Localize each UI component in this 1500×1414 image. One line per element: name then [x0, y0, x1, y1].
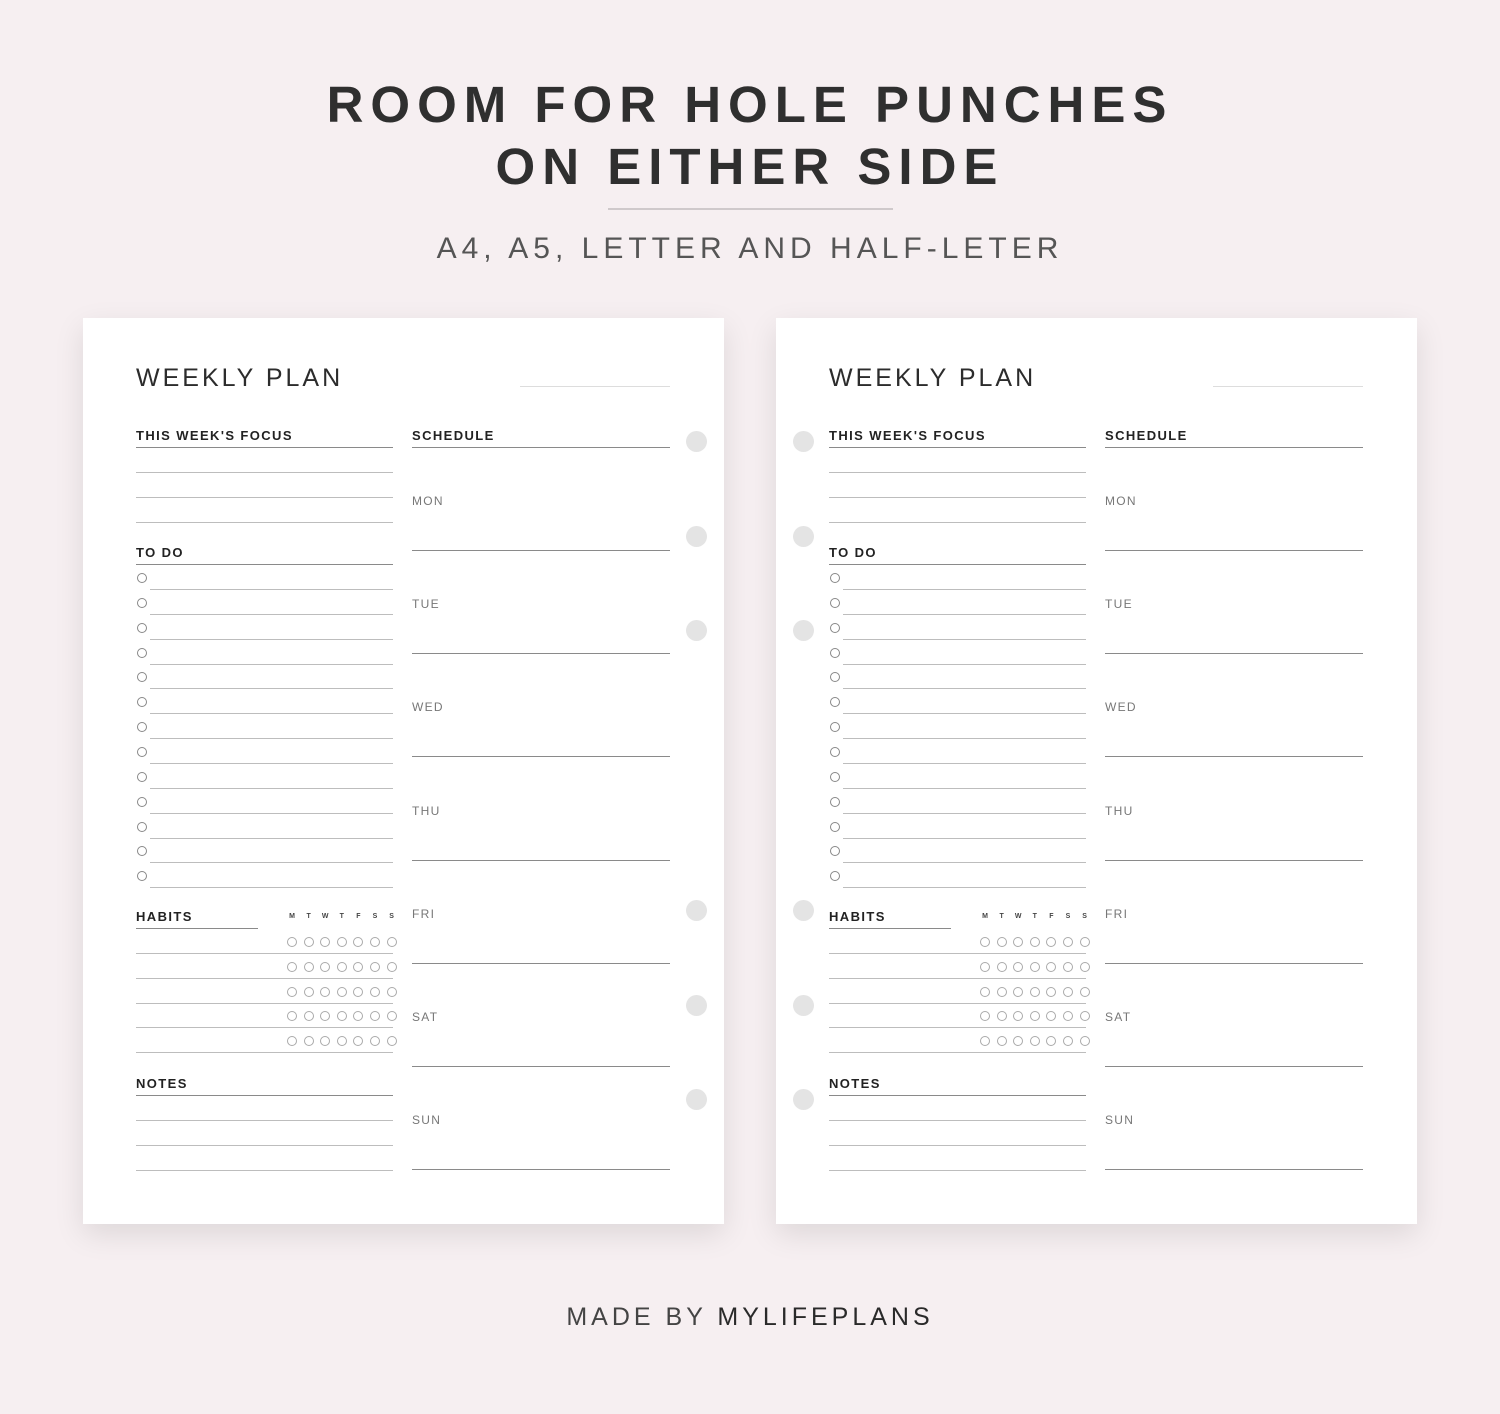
- punch-hole: [793, 526, 814, 547]
- todo-line[interactable]: [150, 688, 393, 689]
- punch-hole: [686, 431, 707, 452]
- day-line[interactable]: [412, 1066, 670, 1067]
- punch-hole: [686, 1089, 707, 1110]
- todo-checkbox[interactable]: [137, 747, 147, 757]
- habit-line[interactable]: [829, 978, 1086, 979]
- todo-line[interactable]: [150, 813, 393, 814]
- habit-circle[interactable]: [353, 987, 363, 997]
- day-line[interactable]: [1105, 550, 1363, 551]
- habit-circle[interactable]: [370, 987, 380, 997]
- habit-circle[interactable]: [1063, 1011, 1073, 1021]
- habit-day-header: M: [289, 913, 295, 920]
- todo-label: TO DO: [136, 545, 184, 560]
- habit-day-header: T: [339, 913, 344, 920]
- todo-checkbox[interactable]: [830, 871, 840, 881]
- habit-circle[interactable]: [1080, 987, 1090, 997]
- habit-circle[interactable]: [304, 1036, 314, 1046]
- day-line[interactable]: [1105, 756, 1363, 757]
- focus-line[interactable]: [829, 497, 1086, 498]
- habit-circle[interactable]: [1063, 1036, 1073, 1046]
- habit-circle[interactable]: [1080, 1011, 1090, 1021]
- todo-checkbox[interactable]: [830, 822, 840, 832]
- habits-underline[interactable]: [136, 928, 258, 929]
- habit-circle[interactable]: [287, 1036, 297, 1046]
- habit-circle[interactable]: [1063, 962, 1073, 972]
- todo-line[interactable]: [843, 639, 1086, 640]
- page-title: WEEKLY PLAN: [136, 364, 344, 392]
- habit-day-header: F: [356, 913, 361, 920]
- habit-circle[interactable]: [1013, 1036, 1023, 1046]
- habit-circle[interactable]: [337, 1011, 347, 1021]
- day-label-thu: THU: [1105, 803, 1134, 818]
- planner-page-right: [776, 318, 1417, 1224]
- habit-circle[interactable]: [337, 987, 347, 997]
- todo-checkbox[interactable]: [137, 797, 147, 807]
- habit-circle[interactable]: [370, 1036, 380, 1046]
- punch-hole: [793, 900, 814, 921]
- punch-hole: [793, 1089, 814, 1110]
- punch-hole: [686, 526, 707, 547]
- day-line[interactable]: [412, 550, 670, 551]
- habit-circle[interactable]: [1013, 937, 1023, 947]
- habit-circle[interactable]: [1080, 937, 1090, 947]
- habit-circle[interactable]: [980, 962, 990, 972]
- habit-circle[interactable]: [980, 1011, 990, 1021]
- focus-label: THIS WEEK'S FOCUS: [136, 428, 293, 443]
- habit-circle[interactable]: [320, 987, 330, 997]
- todo-checkbox[interactable]: [137, 772, 147, 782]
- habit-circle[interactable]: [287, 962, 297, 972]
- day-line[interactable]: [412, 756, 670, 757]
- habit-circle[interactable]: [980, 1036, 990, 1046]
- headline-line-2: ON EITHER SIDE: [495, 138, 1005, 195]
- habit-circle[interactable]: [304, 1011, 314, 1021]
- habit-circle[interactable]: [997, 987, 1007, 997]
- focus-line[interactable]: [829, 522, 1086, 523]
- habit-circle[interactable]: [997, 937, 1007, 947]
- day-label-tue: TUE: [1105, 597, 1133, 612]
- todo-checkbox[interactable]: [137, 822, 147, 832]
- day-label-sun: SUN: [412, 1113, 442, 1128]
- notes-line[interactable]: [136, 1170, 393, 1171]
- habit-circle[interactable]: [320, 1011, 330, 1021]
- todo-line[interactable]: [843, 614, 1086, 615]
- habit-circle[interactable]: [304, 937, 314, 947]
- habit-circle[interactable]: [353, 1011, 363, 1021]
- notes-line[interactable]: [136, 1145, 393, 1146]
- focus-underline[interactable]: [829, 447, 1086, 448]
- divider: [608, 208, 893, 210]
- todo-line[interactable]: [843, 664, 1086, 665]
- habit-circle[interactable]: [370, 1011, 380, 1021]
- habit-circle[interactable]: [1080, 962, 1090, 972]
- habit-day-header: T: [306, 913, 311, 920]
- notes-line[interactable]: [829, 1145, 1086, 1146]
- subtitle: A4, A5, LETTER AND HALF-LETER: [436, 232, 1064, 265]
- notes-line[interactable]: [829, 1120, 1086, 1121]
- habit-day-header: S: [1065, 913, 1071, 920]
- todo-line[interactable]: [150, 664, 393, 665]
- todo-line[interactable]: [843, 763, 1086, 764]
- todo-checkbox[interactable]: [137, 573, 147, 583]
- habit-circle[interactable]: [1013, 987, 1023, 997]
- todo-checkbox[interactable]: [830, 697, 840, 707]
- notes-line[interactable]: [829, 1170, 1086, 1171]
- todo-checkbox[interactable]: [137, 871, 147, 881]
- focus-underline[interactable]: [136, 447, 393, 448]
- habit-circle[interactable]: [337, 937, 347, 947]
- day-label-fri: FRI: [412, 906, 436, 921]
- day-line[interactable]: [412, 963, 670, 964]
- notes-underline[interactable]: [136, 1095, 393, 1096]
- todo-line[interactable]: [150, 788, 393, 789]
- punch-hole: [686, 995, 707, 1016]
- habit-day-header: S: [389, 913, 394, 920]
- todo-checkbox[interactable]: [830, 797, 840, 807]
- habit-circle[interactable]: [287, 987, 297, 997]
- date-line[interactable]: [520, 386, 670, 387]
- todo-line[interactable]: [150, 713, 393, 714]
- todo-line[interactable]: [843, 688, 1086, 689]
- habit-day-header: S: [372, 913, 378, 920]
- habit-circle[interactable]: [1063, 937, 1073, 947]
- todo-line[interactable]: [843, 713, 1086, 714]
- habit-circle[interactable]: [353, 962, 363, 972]
- habit-circle[interactable]: [337, 962, 347, 972]
- todo-checkbox[interactable]: [137, 672, 147, 682]
- habit-line[interactable]: [136, 1052, 393, 1053]
- focus-label: THIS WEEK'S FOCUS: [829, 428, 986, 443]
- planner-page-left: [83, 318, 724, 1224]
- day-line[interactable]: [1105, 1169, 1363, 1170]
- todo-checkbox[interactable]: [137, 648, 147, 658]
- day-label-wed: WED: [412, 700, 444, 715]
- todo-line[interactable]: [150, 887, 393, 888]
- habit-circle[interactable]: [1013, 962, 1023, 972]
- notes-line[interactable]: [136, 1120, 393, 1121]
- habit-line[interactable]: [829, 953, 1086, 954]
- notes-underline[interactable]: [829, 1095, 1086, 1096]
- habit-circle[interactable]: [1030, 962, 1040, 972]
- todo-line[interactable]: [843, 838, 1086, 839]
- todo-line[interactable]: [150, 738, 393, 739]
- todo-label: TO DO: [829, 545, 877, 560]
- day-label-sat: SAT: [412, 1010, 439, 1024]
- todo-checkbox[interactable]: [830, 846, 840, 856]
- habits-underline[interactable]: [829, 928, 951, 929]
- todo-line[interactable]: [150, 589, 393, 590]
- todo-underline[interactable]: [136, 564, 393, 565]
- todo-checkbox[interactable]: [830, 722, 840, 732]
- todo-checkbox[interactable]: [137, 697, 147, 707]
- day-line[interactable]: [412, 860, 670, 861]
- todo-line[interactable]: [843, 887, 1086, 888]
- focus-line[interactable]: [136, 472, 393, 473]
- day-line[interactable]: [1105, 963, 1363, 964]
- todo-line[interactable]: [150, 763, 393, 764]
- habit-circle[interactable]: [370, 937, 380, 947]
- habit-day-header: T: [999, 913, 1004, 920]
- habit-line[interactable]: [829, 1027, 1086, 1028]
- habit-circle[interactable]: [1030, 937, 1040, 947]
- footer-brand: MYLIFEPLANS: [717, 1303, 934, 1331]
- habit-day-header: F: [1049, 913, 1054, 920]
- habit-circle[interactable]: [980, 987, 990, 997]
- headline: [0, 74, 1500, 198]
- focus-line[interactable]: [829, 472, 1086, 473]
- habit-circle[interactable]: [353, 1036, 363, 1046]
- punch-hole: [686, 900, 707, 921]
- habit-circle[interactable]: [387, 962, 397, 972]
- day-label-sun: SUN: [1105, 1113, 1135, 1128]
- day-label-fri: FRI: [1105, 906, 1129, 921]
- todo-line[interactable]: [843, 862, 1086, 863]
- notes-label: NOTES: [136, 1076, 188, 1091]
- habit-circle[interactable]: [1063, 987, 1073, 997]
- habit-circle[interactable]: [1030, 987, 1040, 997]
- day-line[interactable]: [412, 653, 670, 654]
- day-label-wed: WED: [1105, 700, 1137, 715]
- day-line[interactable]: [1105, 860, 1363, 861]
- day-line[interactable]: [1105, 1066, 1363, 1067]
- habit-day-header: W: [321, 913, 329, 920]
- habit-circle[interactable]: [1013, 1011, 1023, 1021]
- punch-hole: [793, 431, 814, 452]
- habit-circle[interactable]: [387, 1036, 397, 1046]
- habit-day-header: W: [1014, 913, 1022, 920]
- habit-line[interactable]: [829, 1003, 1086, 1004]
- focus-line[interactable]: [136, 497, 393, 498]
- todo-checkbox[interactable]: [830, 648, 840, 658]
- todo-checkbox[interactable]: [830, 747, 840, 757]
- habit-day-header: T: [1032, 913, 1037, 920]
- day-label-sat: SAT: [1105, 1010, 1132, 1024]
- habit-circle[interactable]: [997, 1011, 1007, 1021]
- todo-checkbox[interactable]: [830, 772, 840, 782]
- habit-circle[interactable]: [1046, 987, 1056, 997]
- habit-line[interactable]: [136, 978, 393, 979]
- habit-circle[interactable]: [387, 987, 397, 997]
- habit-circle[interactable]: [1046, 962, 1056, 972]
- habit-circle[interactable]: [1080, 1036, 1090, 1046]
- habit-circle[interactable]: [370, 962, 380, 972]
- todo-line[interactable]: [150, 838, 393, 839]
- schedule-label: SCHEDULE: [1105, 428, 1188, 443]
- focus-line[interactable]: [136, 522, 393, 523]
- todo-checkbox[interactable]: [137, 846, 147, 856]
- todo-checkbox[interactable]: [830, 598, 840, 608]
- todo-line[interactable]: [843, 738, 1086, 739]
- habit-circle[interactable]: [337, 1036, 347, 1046]
- habits-label: HABITS: [136, 909, 193, 924]
- habit-line[interactable]: [829, 1052, 1086, 1053]
- habit-circle[interactable]: [304, 962, 314, 972]
- day-label-thu: THU: [412, 803, 441, 818]
- todo-checkbox[interactable]: [137, 722, 147, 732]
- habit-circle[interactable]: [304, 987, 314, 997]
- habit-circle[interactable]: [287, 937, 297, 947]
- habit-circle[interactable]: [387, 1011, 397, 1021]
- day-line[interactable]: [1105, 653, 1363, 654]
- footer: [0, 1303, 1500, 1332]
- schedule-underline[interactable]: [1105, 447, 1363, 448]
- day-label-tue: TUE: [412, 597, 440, 612]
- habit-circle[interactable]: [320, 1036, 330, 1046]
- habit-circle[interactable]: [320, 937, 330, 947]
- punch-hole: [793, 620, 814, 641]
- habit-day-header: M: [982, 913, 988, 920]
- todo-line[interactable]: [150, 614, 393, 615]
- todo-line[interactable]: [843, 788, 1086, 789]
- todo-line[interactable]: [843, 813, 1086, 814]
- habit-circle[interactable]: [387, 937, 397, 947]
- todo-line[interactable]: [150, 639, 393, 640]
- schedule-label: SCHEDULE: [412, 428, 495, 443]
- todo-checkbox[interactable]: [137, 598, 147, 608]
- habit-circle[interactable]: [1046, 937, 1056, 947]
- schedule-underline[interactable]: [412, 447, 670, 448]
- todo-line[interactable]: [150, 862, 393, 863]
- todo-checkbox[interactable]: [137, 623, 147, 633]
- habits-label: HABITS: [829, 909, 886, 924]
- habit-circle[interactable]: [320, 962, 330, 972]
- todo-checkbox[interactable]: [830, 672, 840, 682]
- punch-hole: [686, 620, 707, 641]
- day-label-mon: MON: [412, 494, 444, 508]
- habit-circle[interactable]: [1030, 1036, 1040, 1046]
- todo-underline[interactable]: [829, 564, 1086, 565]
- habit-line[interactable]: [136, 953, 393, 954]
- habit-line[interactable]: [136, 1027, 393, 1028]
- punch-hole: [793, 995, 814, 1016]
- habit-circle[interactable]: [997, 1036, 1007, 1046]
- footer-prefix: MADE BY: [566, 1303, 718, 1331]
- day-label-mon: MON: [1105, 494, 1137, 508]
- habit-circle[interactable]: [1030, 1011, 1040, 1021]
- habit-circle[interactable]: [287, 1011, 297, 1021]
- habit-circle[interactable]: [1046, 1036, 1056, 1046]
- headline-line-1: ROOM FOR HOLE PUNCHES: [326, 76, 1174, 133]
- date-line[interactable]: [1213, 386, 1363, 387]
- habit-day-header: S: [1082, 913, 1087, 920]
- habit-circle[interactable]: [997, 962, 1007, 972]
- page-title: WEEKLY PLAN: [829, 364, 1037, 392]
- todo-line[interactable]: [843, 589, 1086, 590]
- todo-checkbox[interactable]: [830, 623, 840, 633]
- habit-circle[interactable]: [1046, 1011, 1056, 1021]
- notes-label: NOTES: [829, 1076, 881, 1091]
- todo-checkbox[interactable]: [830, 573, 840, 583]
- habit-circle[interactable]: [353, 937, 363, 947]
- habit-circle[interactable]: [980, 937, 990, 947]
- habit-line[interactable]: [136, 1003, 393, 1004]
- day-line[interactable]: [412, 1169, 670, 1170]
